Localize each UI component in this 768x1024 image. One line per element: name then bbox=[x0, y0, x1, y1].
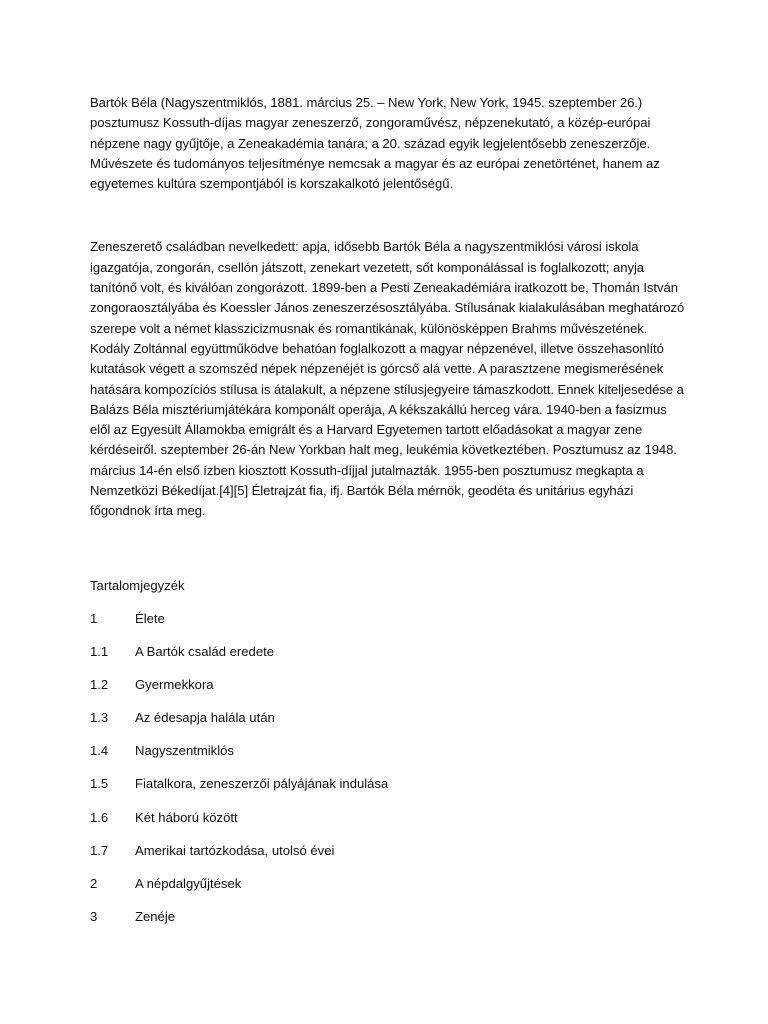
toc-item-label: Gyermekkora bbox=[135, 677, 214, 693]
toc-item-number: 1.6 bbox=[90, 809, 109, 825]
toc-item bbox=[90, 708, 590, 741]
toc-item-label: Két háború között bbox=[135, 809, 238, 825]
toc-item-label: Amerikai tartózkodása, utolsó évei bbox=[135, 842, 335, 858]
toc-item bbox=[90, 609, 590, 642]
document-body bbox=[90, 93, 690, 522]
toc-item-number: 1.7 bbox=[90, 842, 109, 858]
toc-item-label: Nagyszentmiklós bbox=[135, 743, 234, 759]
toc-item-number: 1.2 bbox=[90, 677, 109, 693]
toc-item bbox=[90, 808, 590, 841]
toc-item-number: 1.5 bbox=[90, 776, 109, 792]
toc-item-number: 1.4 bbox=[90, 743, 109, 759]
toc-item-number: 1.1 bbox=[90, 644, 109, 660]
toc-item-label: A Bartók család eredete bbox=[135, 644, 275, 660]
intro-paragraph: Bartók Béla (Nagyszentmiklós, 1881. március 25. – New York, New York, 1945. szeptember 26.) posztumusz Kossuth-díjas magyar zeneszerző, zongoraművész, népzenekutató, a közép-európai népzene nagy gyűjtője, a Zeneakadémia tanára; a 20. század egyik legjelentősebb zeneszerzője. Művészete és tudományos teljesítménye nemcsak a magyar és az európai zenetörténet, hanem az egyetemes kultúra szempontjából is korszakalkotó jelentőségű. bbox=[90, 95, 660, 192]
toc-item-number: 1.3 bbox=[90, 710, 109, 726]
toc-item bbox=[90, 741, 590, 774]
biography-paragraph: Zeneszerető családban nevelkedett: apja, idősebb Bartók Béla a nagyszentmiklósi városi iskola igazgatója, zongorán, csellón játszott, zenekart vezetett, sőt komponálással is foglalkozott; anyja tanítónő volt, és kiválóan zongorázott. 1899-ben a Pesti Zeneakadémiára iratkozott be, Thomán István zongoraosztályába és Koessler János zeneszerzésosztályába. Stílusának kialakulásában meghatározó szerepe volt a német klasszicizmusnak és romantikának, különösképpen Brahms művészetének. Kodály Zoltánnal együttműködve behatóan foglalkozott a magyar népzenével, illetve összehasonlító kutatások végett a szomszéd népek népzenéjét is górcső alá vette. A parasztzene megismerésének hatására kompozíciós stílusa is átalakult, a népzene stílusjegyeire támaszkodott. Ennek kiteljesedése a Balázs Béla misztériumjátékára komponált operája, A kékszakállú herceg vára. 1940-ben a fasizmus elől az Egyesült Államokba emigrált és a Harvard Egyetemen tartott előadásokat a magyar zene kérdéseiről. szeptember 26-án New Yorkban halt meg, leukémia következtében. Posztumusz az 1948. március 14-én első ízben kiosztott Kossuth-díjjal jutalmazták. 1955-ben posztumusz megkapta a Nemzetközi Békedíjat.[4][5] Életrajzát fia, ifj. Bartók Béla mérnök, geodéta és unitárius egyházi főgondnok írta meg. bbox=[90, 239, 685, 519]
toc-item bbox=[90, 675, 590, 708]
toc-item-label: Zenéje bbox=[135, 908, 176, 924]
toc-item-label: Élete bbox=[135, 611, 165, 626]
table-of-contents bbox=[90, 609, 590, 940]
toc-item-number: 3 bbox=[90, 908, 98, 924]
toc-title: Tartalomjegyzék bbox=[90, 578, 185, 593]
toc-item-label: Fiatalkora, zeneszerzői pályájának indulása bbox=[135, 776, 389, 792]
toc-item-number: 2 bbox=[90, 875, 98, 891]
toc-item bbox=[90, 874, 590, 907]
toc-item-number: 1 bbox=[90, 611, 98, 626]
toc-item bbox=[90, 841, 590, 874]
toc-item-label: Az édesapja halála után bbox=[135, 710, 275, 726]
toc-item bbox=[90, 774, 590, 807]
toc-item bbox=[90, 642, 590, 675]
toc-item-label: A népdalgyűjtések bbox=[135, 875, 242, 891]
toc-item bbox=[90, 907, 590, 940]
